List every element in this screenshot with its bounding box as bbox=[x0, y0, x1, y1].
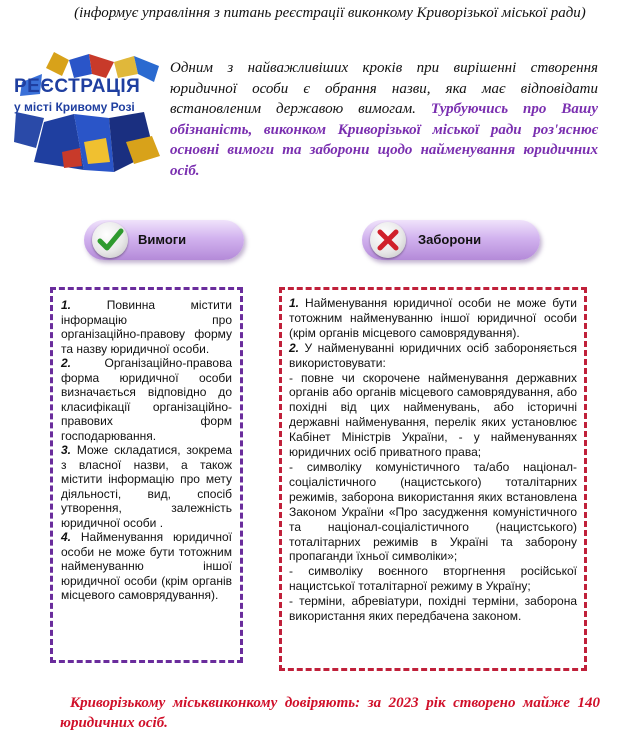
prohibition-item: - терміни, абревіатури, похідні терміни, заборона використання яких передбачена законом. bbox=[289, 594, 577, 624]
prohibition-item: 1. Найменування юридичної особи не може бути тотожним найменуванню іншої юридичної особи (крім органів місцевого самоврядування). bbox=[289, 296, 577, 340]
logo-subtitle: у місті Кривому Розі bbox=[14, 100, 135, 114]
prohibitions-box bbox=[279, 287, 587, 671]
intro-paragraph bbox=[170, 58, 598, 181]
requirement-item: 2. Організаційно-правова форма юридичної особи визначається відповідно до класифікації організаційно-правових форм господарювання. bbox=[61, 356, 232, 443]
prohibitions-pill bbox=[362, 220, 540, 260]
logo-graphic bbox=[14, 52, 164, 177]
prohibition-item: - символіку комуністичного та/або націонал-соціалістичного (нацистського) тоталітарних режимів, заборона використання яких встановлена Законом України «Про засудження комуністичного та націонал-соціалістичного (нацистського) тоталітарних режимів в Україні та заборону пропаганди їхньої символіки»; bbox=[289, 459, 577, 564]
requirements-box bbox=[50, 287, 243, 663]
prohibition-item: 2. У найменуванні юридичних осіб забороняється використовувати: bbox=[289, 340, 577, 370]
requirement-item: 4. Найменування юридичної особи не може бути тотожним найменуванню іншої юридичної особи (крім органів місцевого самоврядування). bbox=[61, 530, 232, 602]
footer-statement: Криворізькому міськвиконкому довіряють: за 2023 рік створено майже 140 юридичних осіб. bbox=[60, 695, 600, 731]
prohibition-item: - повне чи скорочене найменування державних органів або органів місцевого самоврядування, або похідні від цих найменувань, або історичні державні найменування, перелік яких установлює Кабінет Міністрів України, - у найменуваннях юридичних осіб приватного права; bbox=[289, 370, 577, 460]
requirements-label: Вимоги bbox=[138, 232, 187, 247]
requirement-item: 3. Може складатися, зокрема з власної назви, а також містити інформацію про мету діяльності, вид, спосіб утворення, залежність юридичної особи . bbox=[61, 443, 232, 530]
requirement-item: 1. Повинна містити інформацію про організаційно-правову форму та назву юридичної особи. bbox=[61, 298, 232, 356]
header-note: (інформує управління з питань реєстрації виконкому Криворізької міської ради) bbox=[74, 5, 586, 21]
logo-title: РЕЄСТРАЦІЯ bbox=[14, 76, 141, 97]
registration-logo bbox=[14, 52, 164, 177]
intro-highlight: Турбуючись про Вашу обізнаність, виконком Криворізької міської ради роз'яснює основні вимоги та заборони щодо найменування юридичних осіб. bbox=[170, 101, 599, 179]
cross-icon bbox=[370, 222, 406, 258]
intro-text: Одним з найважливіших кроків при вирішенні створення юридичної особи є обрання назви, яка має відповідати встановленим державою вимогам. bbox=[170, 60, 598, 117]
prohibitions-label: Заборони bbox=[418, 232, 482, 247]
prohibition-item: - символіку воєнного вторгнення російської нацистської тоталітарної режиму в Україну; bbox=[289, 564, 577, 594]
requirements-pill bbox=[84, 220, 244, 260]
check-icon bbox=[92, 222, 128, 258]
